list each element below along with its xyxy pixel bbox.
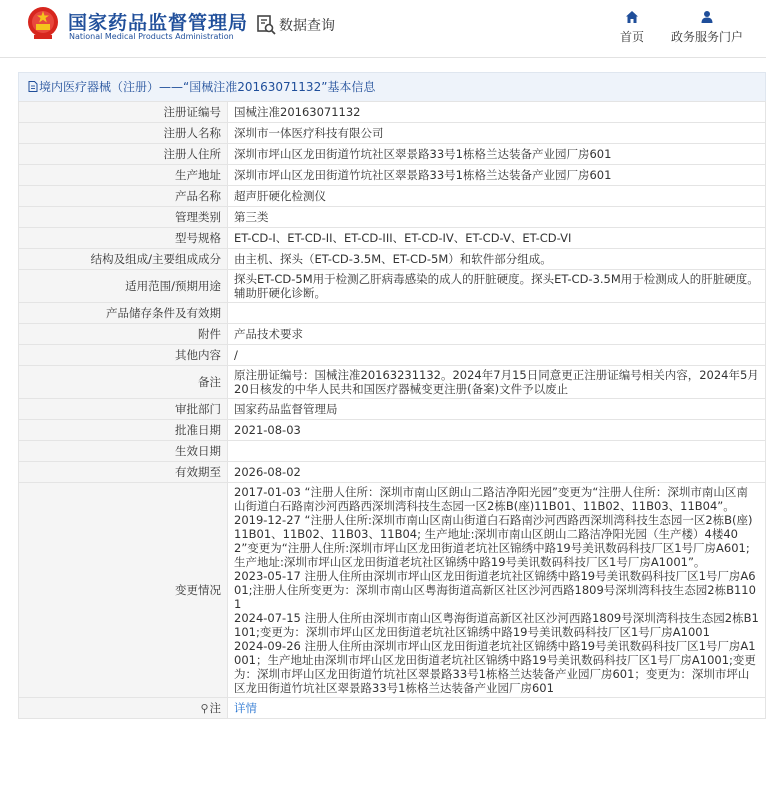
nav-home-label: 首页 bbox=[619, 30, 644, 44]
note-value-cell bbox=[228, 698, 766, 719]
field-value: 国械注准20163071132 bbox=[228, 102, 766, 123]
data-query-label: 数据查询 bbox=[279, 18, 335, 34]
document-icon bbox=[28, 81, 38, 92]
table-row bbox=[19, 366, 766, 399]
breadcrumb bbox=[18, 72, 766, 101]
table-row bbox=[19, 399, 766, 420]
field-label: 产品储存条件及有效期 bbox=[19, 303, 228, 324]
field-value: 2021-08-03 bbox=[228, 420, 766, 441]
field-label: 注册人住所 bbox=[19, 144, 228, 165]
field-value: 深圳市坪山区龙田街道竹坑社区翠景路33号1栋格兰达装备产业园厂房601 bbox=[228, 144, 766, 165]
national-emblem-logo[interactable] bbox=[27, 6, 59, 40]
table-row bbox=[19, 303, 766, 324]
field-value: 深圳市坪山区龙田街道竹坑社区翠景路33号1栋格兰达装备产业园厂房601 bbox=[228, 165, 766, 186]
table-row bbox=[19, 462, 766, 483]
nav-gov-portal[interactable] bbox=[668, 10, 746, 45]
detail-panel bbox=[18, 72, 766, 785]
table-row bbox=[19, 144, 766, 165]
field-value: 由主机、探头（ET-CD-3.5M、ET-CD-5M）和软件部分组成。 bbox=[228, 249, 766, 270]
table-row bbox=[19, 270, 766, 303]
field-value: / bbox=[228, 345, 766, 366]
table-row bbox=[19, 345, 766, 366]
field-label: 审批部门 bbox=[19, 399, 228, 420]
user-icon bbox=[700, 10, 714, 24]
table-row-note bbox=[19, 698, 766, 719]
table-row bbox=[19, 441, 766, 462]
field-value: ET-CD-I、ET-CD-II、ET-CD-III、ET-CD-IV、ET-CD-V、ET-CD-VI bbox=[228, 228, 766, 249]
document-search-icon bbox=[257, 15, 276, 35]
field-value: 探头ET-CD-5M用于检测乙肝病毒感染的成人的肝脏硬度。探头ET-CD-3.5M用于检测成人的肝脏硬度。辅助肝硬化诊断。 bbox=[228, 270, 766, 303]
field-value bbox=[228, 303, 766, 324]
field-label: 变更情况 bbox=[19, 483, 228, 698]
pin-icon: ⚲ bbox=[200, 701, 209, 715]
field-label: 生产地址 bbox=[19, 165, 228, 186]
field-label: 型号规格 bbox=[19, 228, 228, 249]
field-value: 第三类 bbox=[228, 207, 766, 228]
note-label: 注 bbox=[209, 700, 221, 715]
field-label: 产品名称 bbox=[19, 186, 228, 207]
change-entry: 2024-07-15 注册人住所由深圳市南山区粤海街道高新区社区沙河西路1809号深圳湾科技生态园2栋B1101;变更为：深圳市坪山区龙田街道老坑社区锦绣中路19号美讯数码科技厂区1号厂房A1001 bbox=[234, 611, 759, 639]
field-label: 生效日期 bbox=[19, 441, 228, 462]
field-value: 超声肝硬化检测仪 bbox=[228, 186, 766, 207]
field-value bbox=[228, 441, 766, 462]
table-row-change bbox=[19, 483, 766, 698]
field-label: 备注 bbox=[19, 366, 228, 399]
change-history bbox=[228, 483, 766, 698]
table-row bbox=[19, 249, 766, 270]
table-row bbox=[19, 102, 766, 123]
field-label: 其他内容 bbox=[19, 345, 228, 366]
table-row bbox=[19, 228, 766, 249]
field-label: 批准日期 bbox=[19, 420, 228, 441]
field-label: 附件 bbox=[19, 324, 228, 345]
table-row bbox=[19, 186, 766, 207]
field-label: 管理类别 bbox=[19, 207, 228, 228]
table-row bbox=[19, 207, 766, 228]
field-label: 适用范围/预期用途 bbox=[19, 270, 228, 303]
field-value: 国家药品监督管理局 bbox=[228, 399, 766, 420]
change-entry: 2023-05-17 注册人住所由深圳市坪山区龙田街道老坑社区锦绣中路19号美讯数码科技厂区1号厂房A601;注册人住所变更为：深圳市南山区粤海街道高新区社区沙河西路1809号深圳湾科技生态园2栋B1101 bbox=[234, 569, 756, 611]
header-divider bbox=[0, 57, 766, 58]
table-row bbox=[19, 420, 766, 441]
nav-gov-label: 政务服务门户 bbox=[670, 30, 743, 44]
change-entry: 2024-09-26 注册人住所由深圳市坪山区龙田街道老坑社区锦绣中路19号美讯数码科技厂区1号厂房A1001；生产地址由深圳市坪山区龙田街道老坑社区锦绣中路19号美讯数码科技厂区1号厂房A1001;变更为：深圳市坪山区龙田街道竹坑社区翠景路33号1栋格兰达装备产业园厂房601；变更为：深圳市坪山区龙田街道竹坑社区翠景路33号1栋格兰达装备产业园厂房601 bbox=[234, 639, 756, 695]
table-row bbox=[19, 165, 766, 186]
site-title: 国家药品监督管理局 bbox=[68, 12, 249, 34]
field-value: 产品技术要求 bbox=[228, 324, 766, 345]
field-value: 深圳市一体医疗科技有限公司 bbox=[228, 123, 766, 144]
table-row bbox=[19, 324, 766, 345]
table-row bbox=[19, 123, 766, 144]
note-label-cell bbox=[19, 698, 228, 719]
field-label: 注册证编号 bbox=[19, 102, 228, 123]
details-link[interactable]: 详情 bbox=[234, 701, 257, 715]
nav-home[interactable] bbox=[616, 10, 648, 45]
detail-table bbox=[18, 101, 766, 719]
change-entry: 2017-01-03 “注册人住所：深圳市南山区朗山二路洁净阳光园”变更为“注册人住所：深圳市南山区南山街道白石路南沙河西路西深圳湾科技生态园一区2栋B(座)11B01、11B02、11B03、11B04”。 bbox=[234, 485, 748, 513]
breadcrumb-text: 境内医疗器械（注册）——“国械注准20163071132”基本信息 bbox=[39, 80, 376, 94]
field-label: 注册人名称 bbox=[19, 123, 228, 144]
field-label: 结构及组成/主要组成成分 bbox=[19, 249, 228, 270]
field-label: 有效期至 bbox=[19, 462, 228, 483]
home-icon bbox=[625, 10, 639, 24]
field-value: 原注册证编号：国械注准20163231132。2024年7月15日同意更正注册证编号相关内容，2024年5月20日核发的中华人民共和国医疗器械变更注册(备案)文件予以废止 bbox=[228, 366, 766, 399]
data-query-link[interactable] bbox=[257, 15, 335, 35]
field-value: 2026-08-02 bbox=[228, 462, 766, 483]
change-entry: 2019-12-27 “注册人住所:深圳市南山区南山街道白石路南沙河西路西深圳湾科技生态园一区2栋B(座)11B01、11B02、11B03、11B04; 生产地址:深圳市南山区朗山二路洁净阳光园（生产楼）4楼402”变更为“注册人住所:深圳市坪山区龙田街道老坑社区锦绣中路19号美讯数码科技厂区1号厂房A601; 生产地址:深圳市坪山区龙田街道老坑社区锦绣中路19号美讯数码科技厂区1号厂房A1001”。 bbox=[234, 513, 753, 569]
site-header bbox=[0, 0, 766, 57]
site-subtitle: National Medical Products Administration bbox=[69, 32, 234, 41]
